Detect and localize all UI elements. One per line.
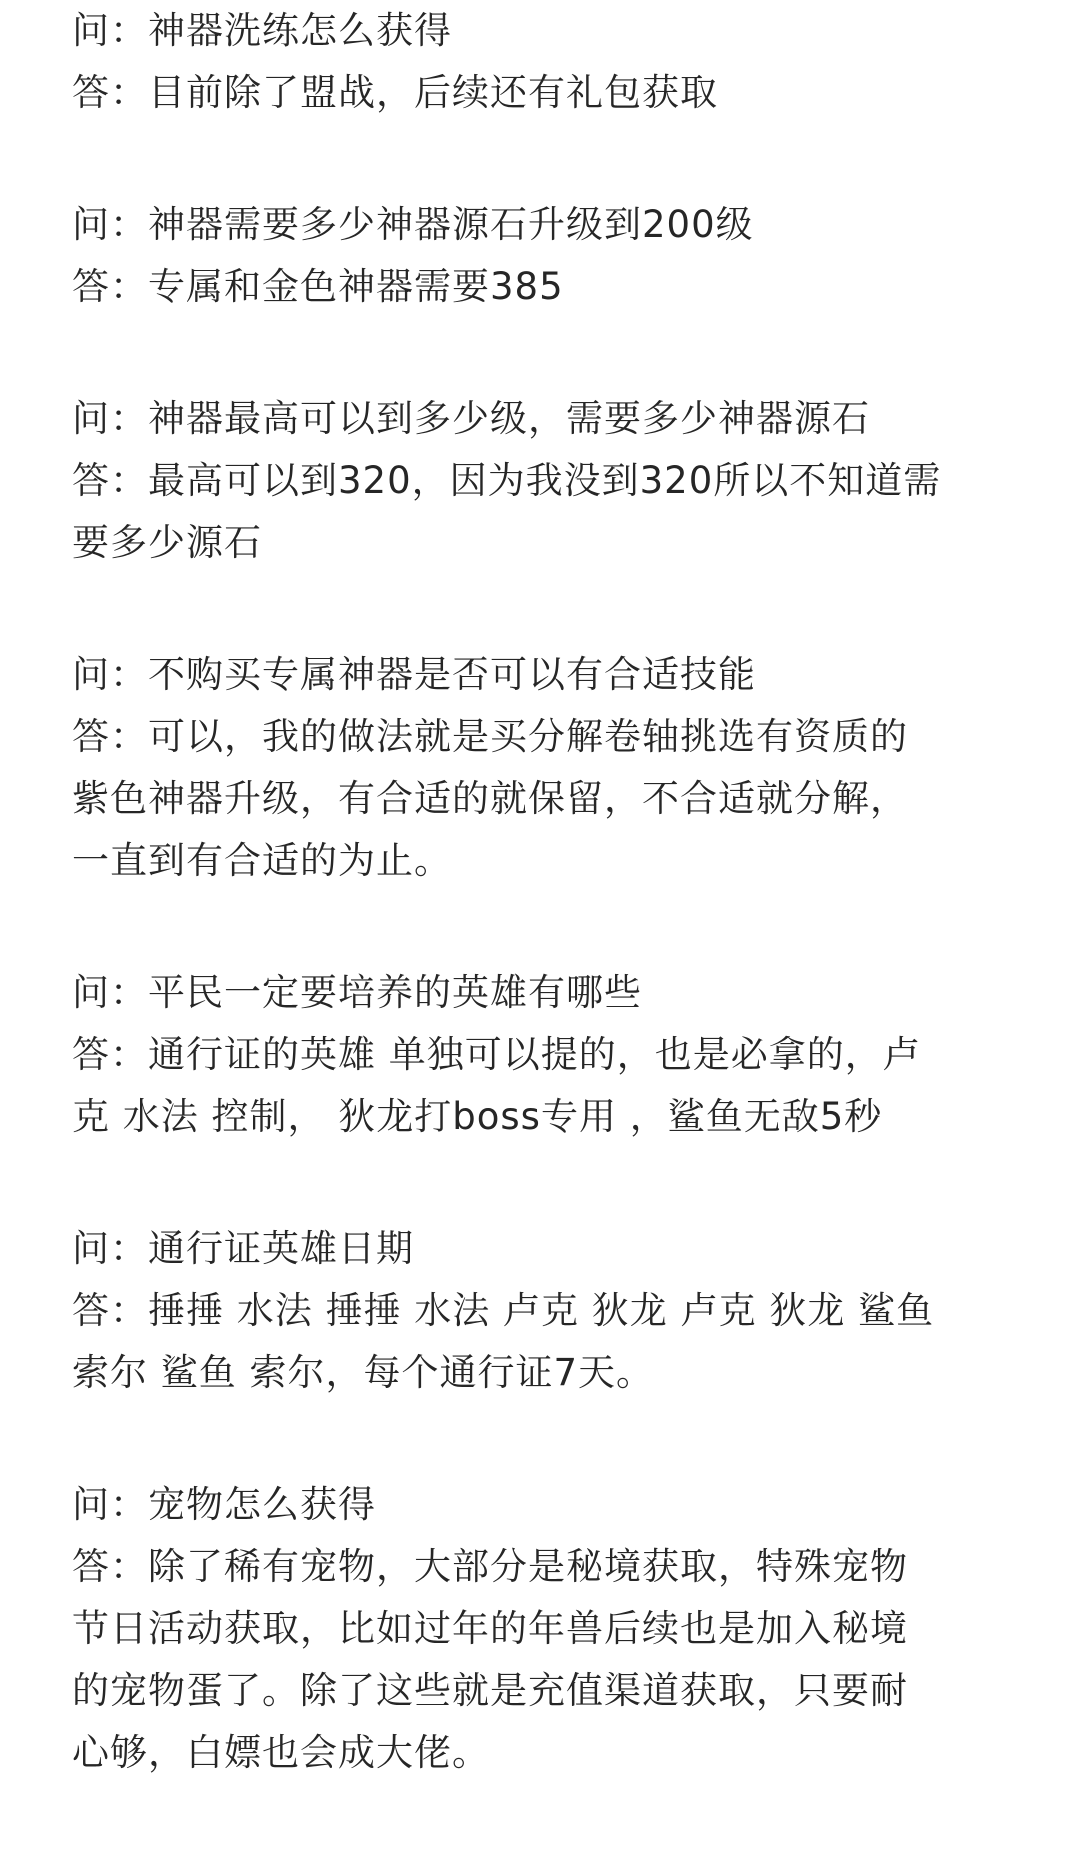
question-line bbox=[72, 644, 1032, 706]
answer-prefix: 答： bbox=[72, 715, 148, 758]
question-line bbox=[72, 1218, 1032, 1280]
faq-document bbox=[72, 0, 1032, 1854]
answer-continuation: 的宠物蛋了。除了这些就是充值渠道获取，只要耐 bbox=[72, 1669, 908, 1712]
answer-text: 目前除了盟战，后续还有礼包获取 bbox=[148, 71, 718, 114]
question-prefix: 问： bbox=[72, 1483, 148, 1526]
qa-item bbox=[72, 1474, 1032, 1784]
answer-text: 通行证的英雄 单独可以提的，也是必拿的，卢 bbox=[148, 1033, 921, 1076]
answer-line bbox=[72, 450, 1032, 512]
answer-line bbox=[72, 1536, 1032, 1598]
question-line bbox=[72, 962, 1032, 1024]
answer-continuation: 节日活动获取，比如过年的年兽后续也是加入秘境 bbox=[72, 1607, 908, 1650]
answer-line bbox=[72, 706, 1032, 768]
answer-prefix: 答： bbox=[72, 71, 148, 114]
question-text: 神器洗练怎么获得 bbox=[148, 9, 452, 52]
answer-text: 可以，我的做法就是买分解卷轴挑选有资质的 bbox=[148, 715, 908, 758]
question-line bbox=[72, 1474, 1032, 1536]
qa-item bbox=[72, 388, 1032, 574]
answer-line bbox=[72, 1024, 1032, 1086]
answer-prefix: 答： bbox=[72, 1545, 148, 1588]
answer-line bbox=[72, 1280, 1032, 1342]
question-text: 宠物怎么获得 bbox=[148, 1483, 376, 1526]
question-prefix: 问： bbox=[72, 971, 148, 1014]
answer-continuation: 索尔 鲨鱼 索尔，每个通行证7天。 bbox=[72, 1351, 655, 1394]
answer-prefix: 答： bbox=[72, 1033, 148, 1076]
answer-line bbox=[72, 62, 1032, 124]
answer-prefix: 答： bbox=[72, 1289, 148, 1332]
answer-prefix: 答： bbox=[72, 265, 148, 308]
answer-continuation: 一直到有合适的为止。 bbox=[72, 839, 452, 882]
answer-continuation: 克 水法 控制， 狄龙打boss专用 ，鲨鱼无敌5秒 bbox=[72, 1095, 883, 1138]
qa-item bbox=[72, 194, 1032, 318]
answer-text: 最高可以到320，因为我没到320所以不知道需 bbox=[148, 459, 942, 502]
question-text: 神器最高可以到多少级，需要多少神器源石 bbox=[148, 397, 870, 440]
answer-prefix: 答： bbox=[72, 459, 148, 502]
answer-text: 专属和金色神器需要385 bbox=[148, 265, 564, 308]
answer-text: 除了稀有宠物，大部分是秘境获取，特殊宠物 bbox=[148, 1545, 908, 1588]
qa-item bbox=[72, 0, 1032, 124]
answer-continuation: 心够，白嫖也会成大佬。 bbox=[72, 1731, 490, 1774]
question-prefix: 问： bbox=[72, 397, 148, 440]
question-prefix: 问： bbox=[72, 9, 148, 52]
answer-line bbox=[72, 256, 1032, 318]
question-prefix: 问： bbox=[72, 203, 148, 246]
question-line bbox=[72, 194, 1032, 256]
qa-item bbox=[72, 1218, 1032, 1404]
question-prefix: 问： bbox=[72, 653, 148, 696]
answer-continuation: 要多少源石 bbox=[72, 521, 262, 564]
question-line bbox=[72, 388, 1032, 450]
question-prefix: 问： bbox=[72, 1227, 148, 1270]
qa-item bbox=[72, 962, 1032, 1148]
answer-text: 捶捶 水法 捶捶 水法 卢克 狄龙 卢克 狄龙 鲨鱼 bbox=[148, 1289, 935, 1332]
answer-continuation: 紫色神器升级，有合适的就保留，不合适就分解， bbox=[72, 777, 908, 820]
question-text: 神器需要多少神器源石升级到200级 bbox=[148, 203, 754, 246]
question-text: 平民一定要培养的英雄有哪些 bbox=[148, 971, 642, 1014]
question-line bbox=[72, 0, 1032, 62]
qa-item bbox=[72, 644, 1032, 892]
question-text: 通行证英雄日期 bbox=[148, 1227, 414, 1270]
question-text: 不购买专属神器是否可以有合适技能 bbox=[148, 653, 756, 696]
